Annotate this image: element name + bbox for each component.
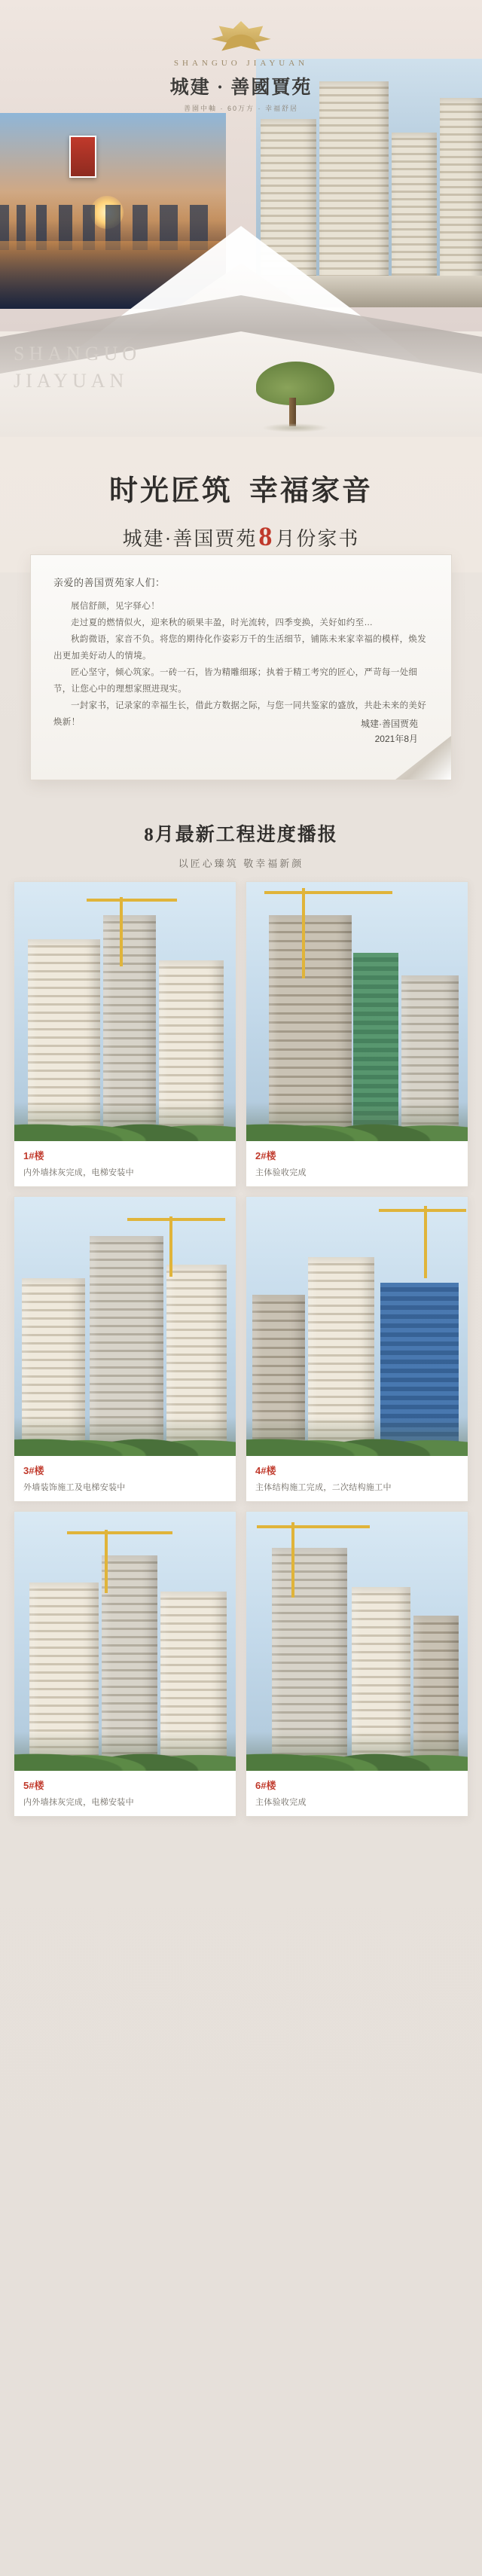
letter-greeting: 亲爱的善国贾苑家人们： <box>53 577 166 588</box>
tree-trunk <box>289 398 296 426</box>
letter-paragraph: 走过夏的燃情似火，迎来秋的硕果丰盈，时光流转，四季变换，关好如约至… <box>71 618 374 627</box>
building-number: 4#楼 <box>255 1465 276 1476</box>
building-photo-4 <box>246 1197 468 1456</box>
building-photo-3 <box>14 1197 236 1456</box>
letter-paragraph: 展信舒颜，见字驿心！ <box>71 602 160 611</box>
building-number: 1#楼 <box>23 1150 44 1161</box>
crown-icon <box>209 21 273 56</box>
building-status: 主体验收完成 <box>255 1168 307 1177</box>
building-photo-1 <box>14 882 236 1141</box>
section-subtitle: 以匠心臻筑 敬幸福新颜 <box>178 858 304 869</box>
building-status: 外墙装饰施工及电梯安装中 <box>23 1483 126 1492</box>
card-caption <box>14 1771 236 1816</box>
poster-title-block <box>0 467 482 552</box>
letter-paragraph: 秋韵微语，家音不负。将您的期待化作姿彩万千的生活细节，铺陈未来家幸福的模样，焕发出更加美好动人的情境。 <box>53 635 426 661</box>
progress-card[interactable] <box>14 1196 236 1502</box>
building-number: 5#楼 <box>23 1780 44 1791</box>
tower-2 <box>319 81 389 307</box>
letter-signature <box>361 716 418 746</box>
building-status: 内外墙抹灰完成，电梯安装中 <box>23 1798 134 1807</box>
page-subtitle <box>0 520 482 552</box>
letter-card <box>30 554 452 780</box>
card-caption <box>246 1771 468 1816</box>
section-title: 8月最新工程进度播报 <box>144 825 338 845</box>
watermark-line-1: SHANGUO <box>14 343 142 365</box>
brand-logo <box>0 21 482 113</box>
building-number: 6#楼 <box>255 1780 276 1791</box>
progress-card[interactable] <box>246 1511 468 1817</box>
foreground-trees <box>246 1417 468 1456</box>
foreground-trees <box>14 1417 236 1456</box>
tree-illustration <box>250 362 340 434</box>
foreground-trees <box>14 1102 236 1141</box>
building-status: 内外墙抹灰完成，电梯安装中 <box>23 1168 134 1177</box>
letter-body <box>31 555 451 738</box>
crane-jib-icon <box>87 899 177 902</box>
progress-card[interactable] <box>246 1196 468 1502</box>
crane-jib-icon <box>379 1209 466 1212</box>
progress-photo-grid <box>14 881 468 1817</box>
watermark-text <box>14 340 141 395</box>
progress-section-header <box>0 819 482 870</box>
progress-card[interactable] <box>14 1511 236 1817</box>
crane-jib-icon <box>257 1525 370 1528</box>
inset-red-photo <box>69 136 96 178</box>
building-status: 主体结构施工完成，二次结构施工中 <box>255 1483 392 1492</box>
subtitle-suffix: 月份家书 <box>275 528 360 550</box>
crane-mast-icon <box>291 1522 294 1598</box>
title-main-left: 时光匠筑 <box>108 475 233 507</box>
building-photo-2 <box>246 882 468 1141</box>
crane-jib-icon <box>264 891 392 894</box>
logo-english-text: SHANGUO JIAYUAN <box>173 59 309 68</box>
page-title <box>0 467 482 508</box>
building-photo-5 <box>14 1512 236 1771</box>
crane-mast-icon <box>424 1206 427 1278</box>
foreground-trees <box>246 1102 468 1141</box>
foreground-trees <box>246 1732 468 1771</box>
card-caption <box>246 1141 468 1186</box>
subtitle-prefix: 城建·善国贾苑 <box>122 528 258 550</box>
hero-section <box>0 0 482 572</box>
crane-jib-icon <box>127 1218 225 1221</box>
title-main-right: 幸福家音 <box>249 475 374 507</box>
card-caption <box>246 1456 468 1501</box>
letter-paragraph: 匠心坚守，倾心筑家。一砖一石，皆为精雕细琢；执着于精工考究的匠心，严苛每一处细节，让您心中的理想家照进现实。 <box>53 668 418 694</box>
watermark-line-2: JIAYUAN <box>14 370 129 392</box>
progress-card[interactable] <box>14 881 236 1187</box>
progress-card[interactable] <box>246 881 468 1187</box>
crane-mast-icon <box>120 897 123 966</box>
signature-date: 2021年8月 <box>374 734 418 744</box>
tree-shadow <box>262 423 328 432</box>
card-caption <box>14 1456 236 1501</box>
crane-mast-icon <box>105 1530 108 1593</box>
foreground-trees <box>14 1732 236 1771</box>
logo-chinese-text: 城建 · 善國賈苑 <box>169 78 313 98</box>
letter-paragraph: 一封家书，记录家的幸福生长，借此方数据之际，与您一同共鉴家的盛放，共赴未来的美好焕新！ <box>53 701 426 727</box>
subtitle-month-number: 8 <box>258 521 274 551</box>
crane-mast-icon <box>169 1216 172 1277</box>
signature-name: 城建·善国贾苑 <box>361 719 418 729</box>
card-caption <box>14 1141 236 1186</box>
crane-mast-icon <box>302 888 305 978</box>
building-number: 3#楼 <box>23 1465 44 1476</box>
crane-jib-icon <box>67 1531 172 1534</box>
building-number: 2#楼 <box>255 1150 276 1161</box>
building-status: 主体验收完成 <box>255 1798 307 1807</box>
building-photo-6 <box>246 1512 468 1771</box>
logo-tagline: 善園中軸 · 60万方 · 幸福舒居 <box>183 105 298 112</box>
